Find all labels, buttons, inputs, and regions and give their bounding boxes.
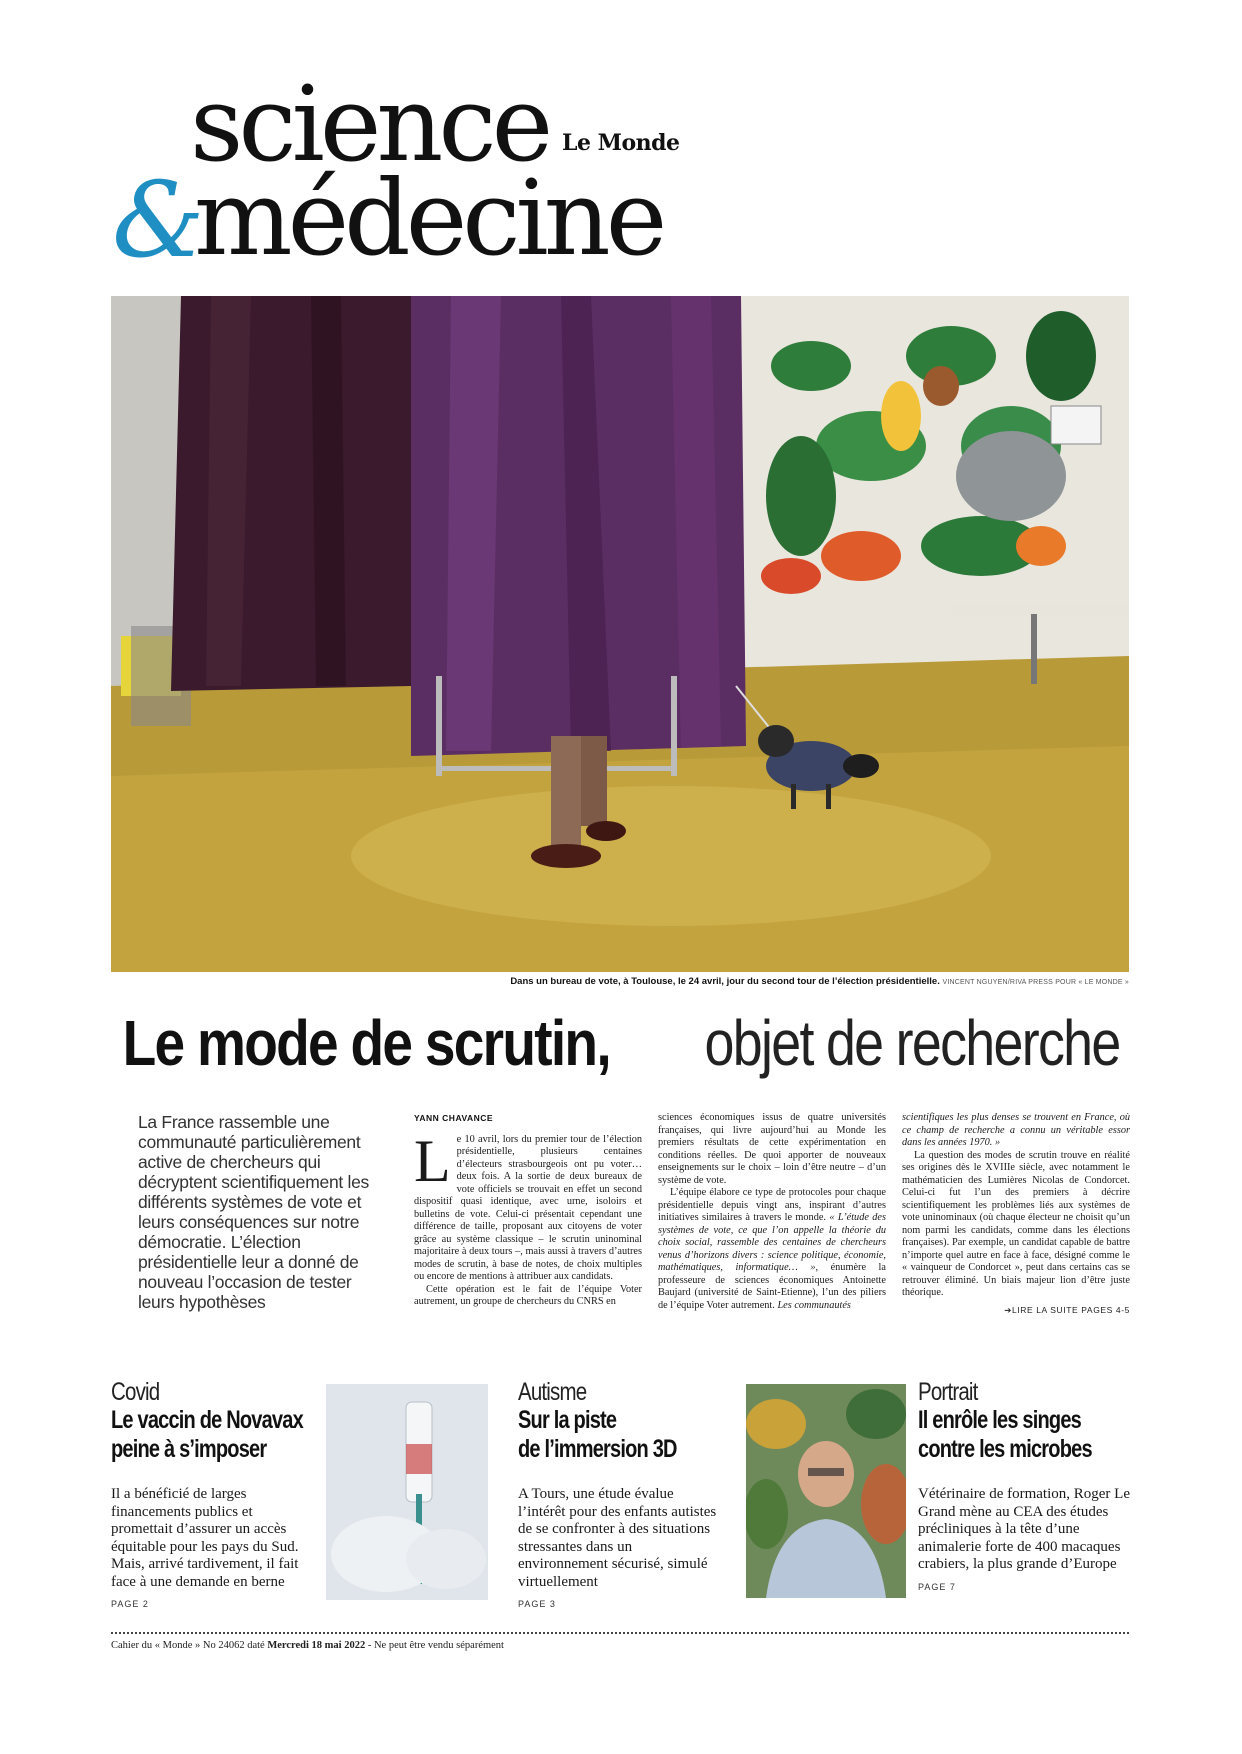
teaser-title-line: peine à s’imposer [111,1435,267,1463]
teaser-page: PAGE 2 [111,1599,149,1609]
article-column-3 [902,1112,1130,1316]
photo-credit: VINCENT NGUYEN/RIVA PRESS POUR « LE MONDE » [942,979,1129,986]
caption-text: Dans un bureau de vote, à Toulouse, le 24 avril, jour du second tour de l’élection présidentielle. [510,976,940,987]
paragraph-text: , énumère la professeure de sciences économiques Antoinette Baujard (université de Saint-Etienne), l’un des piliers de l’équipe Voter autrement. [658,1262,886,1311]
paragraph [658,1187,886,1312]
masthead-word-science: science [190,63,549,185]
teaser-text: A Tours, une étude évalue l’intérêt pour des enfants autistes de se confronter à des situations stressantes dans un environnement sécurisé, simulé virtuellement [518,1486,717,1590]
teaser-portrait[interactable] [918,1378,1130,1592]
teaser-photo-portrait [746,1384,906,1598]
teaser-title-line: Il enrôle les singes [918,1406,1081,1434]
masthead-word-medecine: médecine [194,157,663,279]
portrait-illustration [746,1384,906,1598]
teaser-kicker: Covid [111,1378,160,1406]
read-more-link[interactable]: ➔LIRE LA SUITE PAGES 4-5 [1004,1304,1130,1315]
teaser-page: PAGE 7 [918,1581,956,1592]
teaser-kicker: Autisme [518,1378,587,1406]
footer-prefix: Cahier du « Monde » No 24062 daté [111,1640,265,1651]
voting-booth-illustration [111,296,1129,972]
publisher-logo: Le Monde [562,130,680,156]
teaser-title-line: Le vaccin de Novavax [111,1406,303,1434]
teaser-text: Vétérinaire de formation, Roger Le Grand mène au CEA des études précliniques à la tête d’une animalerie forte de 400 macaques crabiers, la plus grande d’Europe [918,1486,1130,1572]
article-column-1 [414,1112,642,1309]
quote: scientifiques les plus denses se trouvent en France, où ce champ de recherche a connu un véritable essor dans les années 1970. » [902,1112,1130,1148]
teaser-text: Il a bénéficié de larges financements publics et promettait d’assurer un accès équitable pour les pays du Sud. Mais, arrivé tardivement, il fait face à une demande en berne [111,1486,299,1590]
teaser-covid[interactable] [111,1378,311,1609]
vaccine-vial-illustration [326,1384,488,1600]
masthead-ampersand: & [112,159,205,281]
paragraph: Cette opération est le fait de l’équipe Voter autrement, un groupe de chercheurs du CNRS en [414,1283,642,1307]
teaser-title-line: de l’immersion 3D [518,1435,677,1463]
article-lede: La France rassemble une communauté particulièrement active de chercheurs qui décryptent scientifiquement les différents systèmes de vote et leurs conséquences sur notre démocratie. L’élection présidentielle leur a donné de nouveau l’occasion de tester leurs hypothèses [138,1112,369,1312]
headline-bold: Le mode de scrutin, [122,1007,610,1079]
main-headline [0,1005,1242,1081]
footer-suffix: - Ne peut être vendu séparément [367,1640,504,1651]
paragraph [902,1112,1130,1150]
teaser-title-line: contre les microbes [918,1435,1092,1463]
byline: YANN CHAVANCE [414,1113,494,1123]
paragraph: sciences économiques issus de quatre universités françaises, qui livre aujourd’hui au Monde les premiers résultats de cette expérimentation en conditions réelles. De quoi apporter de nouveaux enseignements sur le choix – loin d’être neutre – d’un système de vote. [658,1112,886,1186]
quote: Les communautés [777,1299,851,1311]
teaser-autisme[interactable] [518,1378,718,1609]
article-column-2 [658,1112,886,1312]
paragraph: e 10 avril, lors du premier tour de l’élection présidentielle, plusieurs centaines d’électeurs strasbourgeois ont pu voter… deux fois. A la sortie de deux bureaux de vote officiels se trouvait en effet un second dispositif quasi identique, avec urne, isoloirs et bulletins de vote. Celui-ci présentait cependant une différence de taille, proposant aux citoyens de voter grâce au système classique – le scrutin uninominal majoritaire à deux tours –, mais aussi à travers d’autres modes de scrutin, à base de notes, de choix multiples ou encore de mentions à attribuer aux candidats. [414,1133,642,1282]
teaser-page: PAGE 3 [518,1599,556,1609]
photo-caption [111,976,1129,987]
paragraph: La question des modes de scrutin trouve en réalité ses origines dès le XVIIIe siècle, avec notamment le mathématicien des Lumières Nicolas de Condorcet. Celui-ci fut l’un des premiers à décrire scientifiquement les problèmes liés aux systèmes de vote uninominaux (où chaque électeur ne choisit qu’un nom parmi les candidats, comme dans les élections françaises). Par exemple, un candidat capable de battre n’importe quel autre en face à face, désigné comme le « vainqueur de Condorcet », peut dans certains cas se retrouver éliminé. Un biais majeur lion d’être juste théorique. [902,1149,1130,1298]
paragraph-text: L’équipe élabore ce type de protocoles pour chaque présidentielle depuis vingt ans, inspirant d’autres initiatives similaires à travers le monde. [658,1187,886,1223]
headline-light: objet de recherche [704,1007,1120,1079]
hero-photo [111,296,1129,972]
teaser-photo-vaccine [326,1384,488,1600]
masthead [112,63,752,281]
footer [111,1640,504,1651]
drop-cap: L [414,1127,451,1194]
quote: « L’étude des systèmes de vote, ce que l’on appelle la théorie du choix social, rassemble des centaines de chercheurs venus d’horizons divers : science politique, économie, mathématiques, informatique… » [658,1212,886,1273]
footer-divider [111,1632,1129,1634]
footer-date: Mercredi 18 mai 2022 [267,1640,366,1651]
teaser-title-line: Sur la piste [518,1406,617,1434]
teaser-kicker: Portrait [918,1378,978,1406]
